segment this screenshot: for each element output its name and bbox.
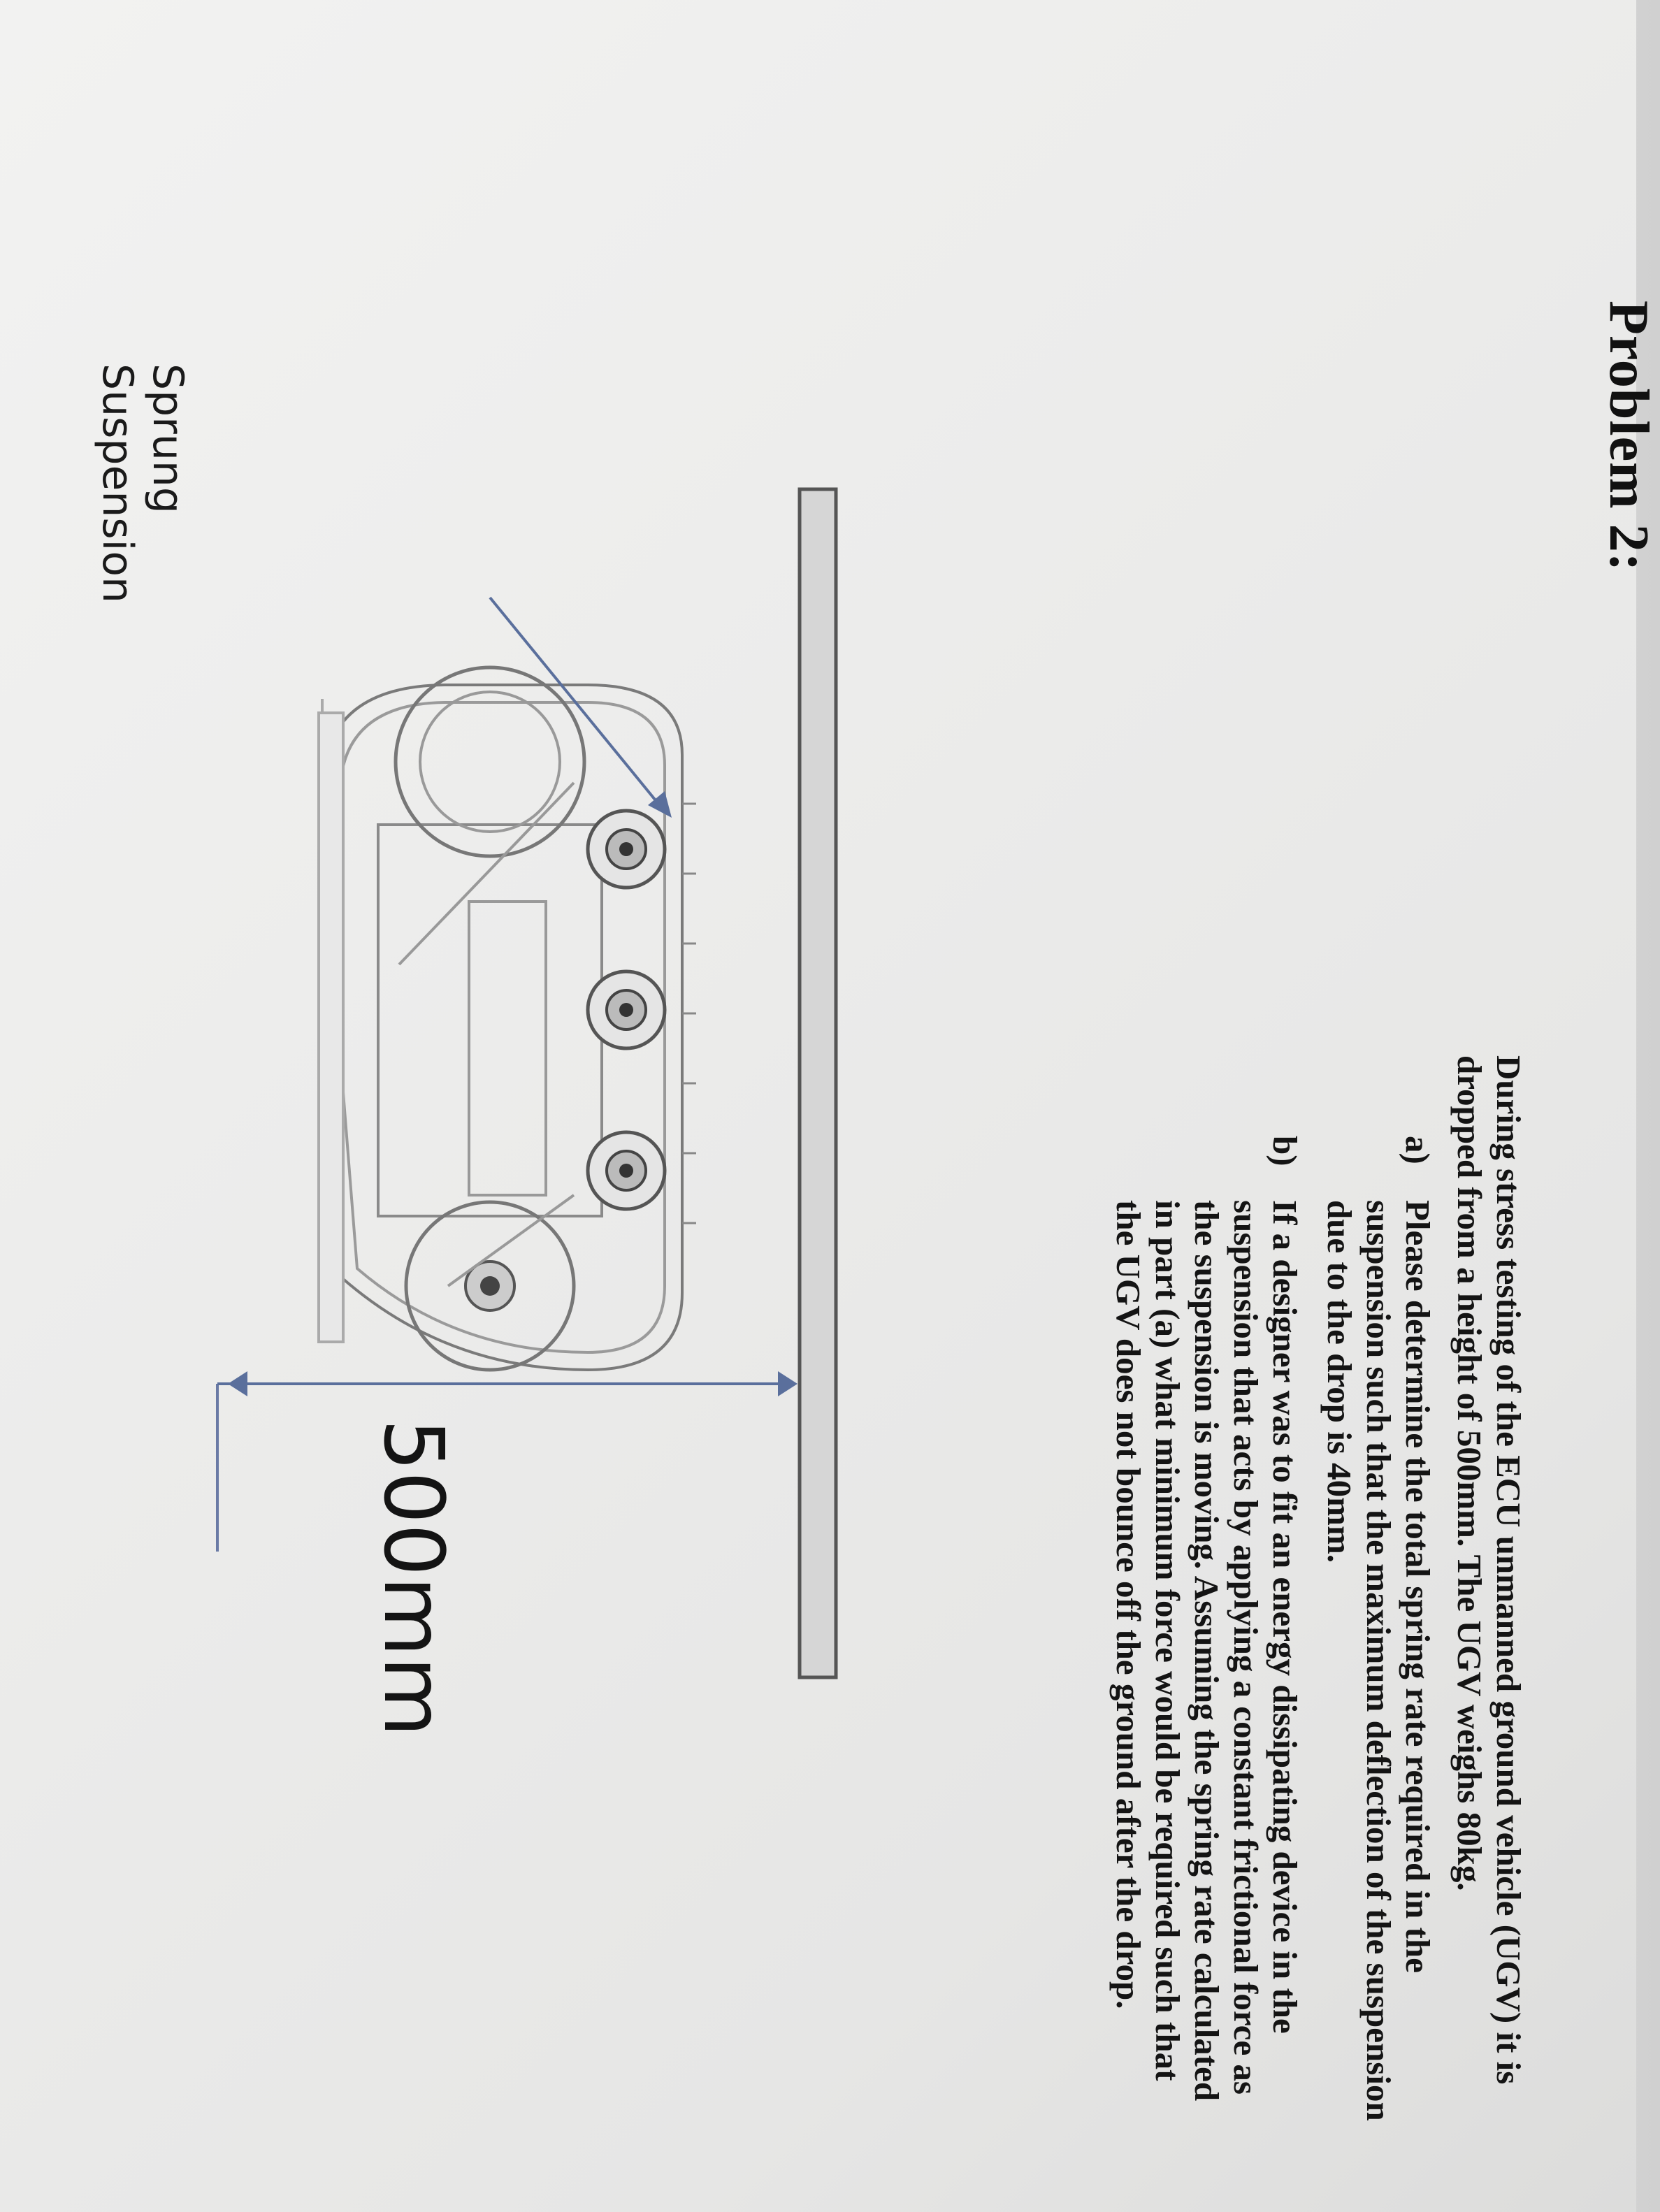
ugv-vehicle: [319, 667, 696, 1370]
top-plate: [319, 713, 343, 1342]
drive-sprocket: [396, 667, 584, 856]
ground-slab: [800, 489, 836, 1677]
problem-intro: During stress testing of the ECU unmanned ground vehicle (UGV) it is dropped from a height of 500mm. The UGV weighs 80kg.: [1450, 1055, 1528, 2085]
question-b-text: If a designer was to fit an energy dissipating device in the suspension that acts by applying a constant frictional force as the suspension is moving. Assuming the spring rate calculated in part (a) what minimum force would be required such that the UGV does not bounce off the ground after the drop.: [1109, 1200, 1304, 2102]
battery-panel: [469, 902, 546, 1195]
question-a-letter: a): [1399, 1136, 1437, 1164]
dimension-arrow-bottom: [778, 1371, 797, 1396]
question-a-text: Please determine the total spring rate required in the suspension such that the maximum deflection of the suspension due to the drop is 40mm.: [1320, 1200, 1437, 2121]
track-cleats: [682, 804, 696, 1223]
spring-suspension-label: [92, 363, 193, 603]
question-b-letter: b): [1266, 1136, 1304, 1166]
road-wheels: [588, 811, 665, 1209]
spring-label-line1: Sprung: [143, 363, 192, 514]
spring-label-line2: Suspension: [93, 363, 142, 604]
body-panel: [378, 825, 602, 1216]
problem-heading: Problem 2:: [1598, 301, 1659, 572]
height-label: 500mm: [366, 1419, 462, 1737]
